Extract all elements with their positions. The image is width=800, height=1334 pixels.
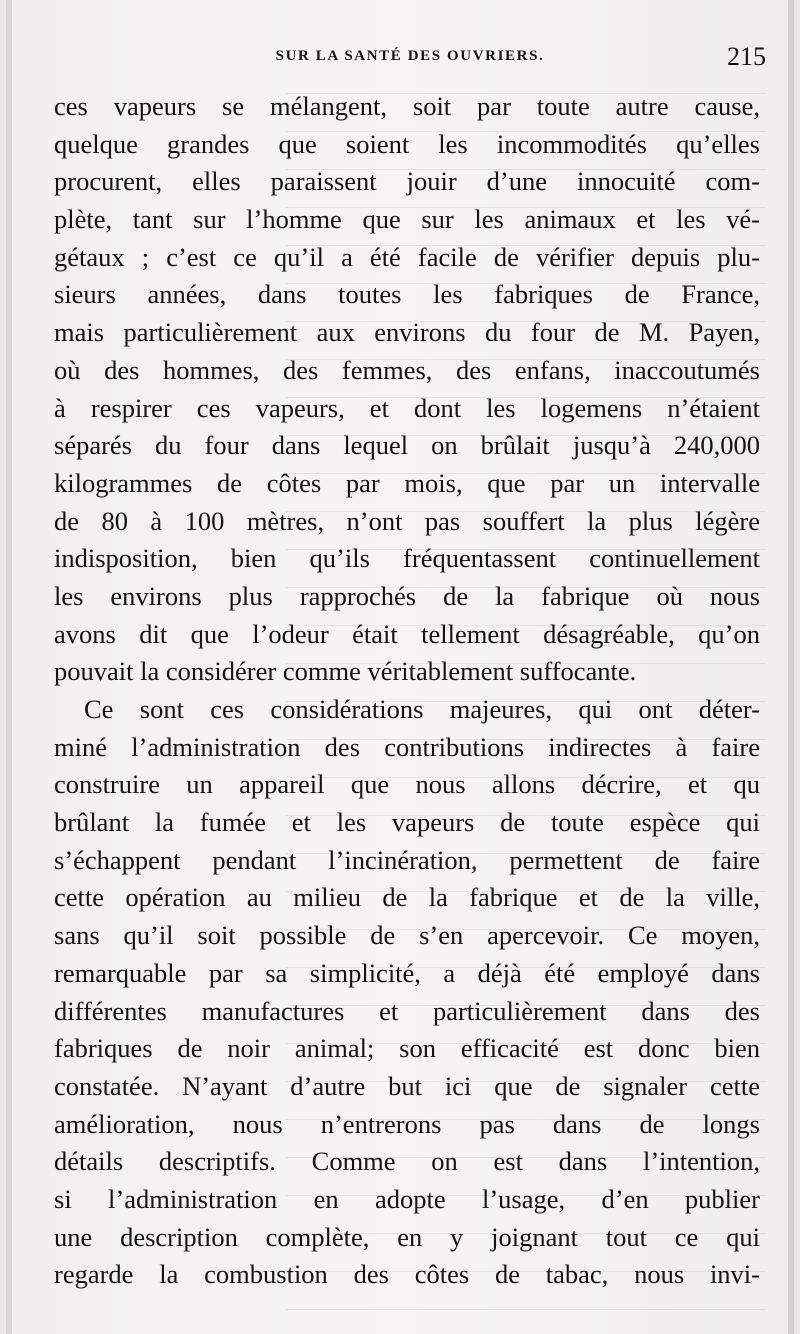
text-line: amélioration, nous n’entrerons pas dans de longs — [54, 1108, 760, 1139]
text-line: quelque grandes que soient les incommodités qu’elles — [54, 128, 760, 159]
text-line: indisposition, bien qu’ils fréquentassent continuellement — [54, 543, 760, 574]
text-line: cette opération au milieu de la fabrique et de la ville, — [54, 882, 760, 913]
text-line: sans qu’il soit possible de s’en apercevoir. Ce moyen, — [54, 920, 760, 951]
text-line: avons dit que l’odeur était tellement désagréable, qu’on — [54, 618, 760, 649]
text-line: si l’administration en adopte l’usage, d’en publier — [54, 1183, 760, 1214]
text-line: miné l’administration des contributions indirectes à faire — [54, 731, 760, 762]
text-line: procurent, elles paraissent jouir d’une innocuité com- — [54, 166, 760, 197]
text-line: séparés du four dans lequel on brûlait jusqu’à 240,000 — [54, 430, 760, 461]
text-line: où des hommes, des femmes, des enfans, inaccoutumés — [54, 354, 760, 385]
body-text — [54, 88, 760, 1294]
text-line: mais particulièrement aux environs du four de M. Payen, — [54, 317, 760, 348]
text-line: gétaux ; c’est ce qu’il a été facile de vérifier depuis plu- — [54, 241, 760, 272]
text-line: pouvait la considérer comme véritablement suffocante. — [54, 656, 637, 687]
text-line: Ce sont ces considérations majeures, qui ont déter- — [84, 694, 760, 724]
text-line: les environs plus rapprochés de la fabrique où nous — [54, 580, 760, 611]
paragraph-2 — [54, 691, 760, 1294]
page-right-edge — [788, 0, 794, 1334]
page-left-edge — [6, 0, 12, 1334]
text-line: de 80 à 100 mètres, n’ont pas souffert la plus légère — [54, 505, 760, 536]
book-page — [6, 0, 794, 1334]
text-line: construire un appareil que nous allons décrire, et qu — [54, 769, 760, 800]
page-header — [54, 44, 766, 78]
text-line: s’échappent pendant l’incinération, permettent de faire — [54, 844, 760, 875]
text-line: une description complète, en y joignant tout ce qui — [54, 1221, 760, 1252]
text-line: ces vapeurs se mélangent, soit par toute autre cause, — [54, 91, 760, 121]
text-line: détails descriptifs. Comme on est dans l’intention, — [54, 1146, 760, 1177]
text-line: sieurs années, dans toutes les fabriques de France, — [54, 279, 760, 310]
page-number: 215 — [727, 42, 766, 71]
text-line: brûlant la fumée et les vapeurs de toute espèce qui — [54, 807, 760, 838]
text-line: regarde la combustion des côtes de tabac, nous invi- — [54, 1259, 760, 1290]
paragraph-1 — [54, 88, 760, 691]
text-line: kilogrammes de côtes par mois, que par un intervalle — [54, 467, 760, 498]
text-line: fabriques de noir animal; son efficacité est donc bien — [54, 1033, 760, 1064]
text-line: constatée. N’ayant d’autre but ici que de signaler cette — [54, 1070, 760, 1101]
text-line: remarquable par sa simplicité, a déjà été employé dans — [54, 957, 760, 988]
text-line: à respirer ces vapeurs, et dont les logemens n’étaient — [54, 392, 760, 423]
text-line: plète, tant sur l’homme que sur les animaux et les vé- — [54, 204, 760, 235]
text-line: différentes manufactures et particulièrement dans des — [54, 995, 760, 1026]
running-title: SUR LA SANTÉ DES OUVRIERS. — [275, 48, 545, 64]
